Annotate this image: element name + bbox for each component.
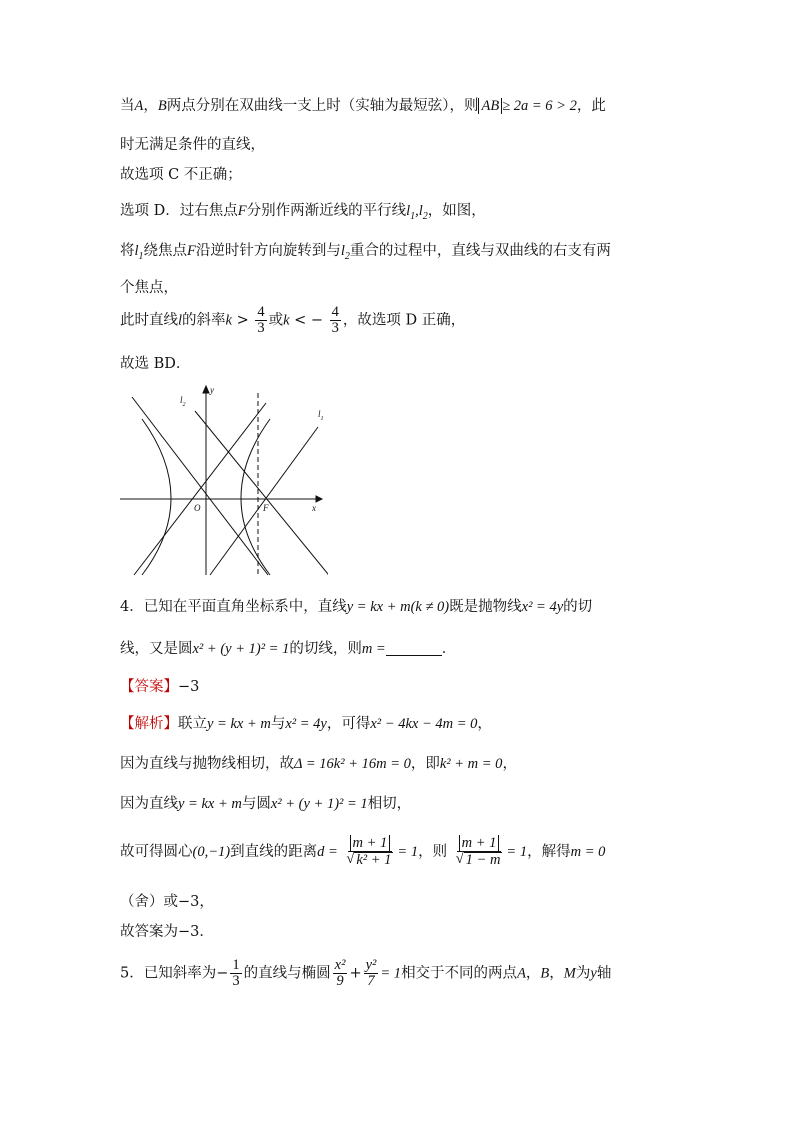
para-d-line1: 选项 D．过右焦点F分别作两渐近线的平行线$l_1,l_2$，如图，	[120, 203, 486, 222]
ratio-fraction: m + 1 √ 1 − m	[455, 835, 501, 869]
q4-line2: 线，又是圆x² + (y + 1)² = 1的切线，则m = ．	[120, 641, 457, 657]
label-y: y	[210, 385, 214, 395]
label-x: x	[312, 503, 316, 513]
para-d-line3: 个焦点，	[120, 280, 178, 296]
hyperbola-figure	[118, 383, 328, 578]
q4-analysis-5: （舍）或−3，	[120, 894, 214, 910]
q4-analysis-2: 因为直线与抛物线相切，故Δ = 16k² + 16m = 0，即k² + m = 0，	[120, 756, 517, 772]
frac-neg-4-3: $\frac{4}{3}$	[331, 304, 339, 337]
frac-4-3: $\frac{4}{3}$	[257, 304, 265, 337]
q4-answer: 【答案】−3	[120, 679, 200, 695]
label-l2: $l_2$	[180, 395, 186, 408]
q4-analysis-6: 故答案为−3．	[120, 924, 214, 940]
answer-tag: 【答案】	[120, 679, 178, 695]
q4-analysis-4: 故可得圆心(0,−1)到直线的距离d = m + 1 √ k² + 1 = 1，则 m + 1 √ 1 − m = 1，解得m = 0	[120, 835, 606, 869]
q4-analysis-1: 【解析】联立y = kx + m与x² = 4y，可得x² − 4kx − 4m = 0，	[120, 716, 492, 732]
sqrt-icon: √ k² + 1	[346, 851, 392, 869]
q5-line1: 5．已知斜率为− $\frac{1}{3}$ 的直线与椭圆 $\frac{\text{x²}}{9}$ + $\frac{\text{y²}}{7}$ = 1相交于不同的两点A，B，M为y轴	[120, 957, 612, 990]
para-d-line5: 故选 BD．	[120, 356, 191, 372]
analysis-tag: 【解析】	[120, 716, 178, 732]
abs-ab: AB	[478, 98, 502, 114]
y-axis-arrow-icon	[203, 386, 209, 393]
x-axis-arrow-icon	[316, 496, 322, 502]
para-c-line2: 时无满足条件的直线，	[120, 137, 265, 153]
asymptote-negative	[132, 397, 268, 575]
answer-blank	[386, 655, 442, 656]
asymptote-positive	[134, 403, 266, 575]
label-o: O	[194, 503, 201, 513]
para-d-line2: 将$l_1$绕焦点F沿逆时针方向旋转到与$l_2$重合的过程中，直线与双曲线的右支有两	[120, 243, 611, 262]
label-l1: $l_1$	[318, 409, 324, 422]
ellipse-term-x: $\frac{\text{x²}}{9}$	[334, 957, 346, 990]
para-c-line3: 故选项 C 不正确；	[120, 167, 242, 183]
q4-analysis-3: 因为直线y = kx + m与圆x² + (y + 1)² = 1相切，	[120, 796, 412, 812]
ellipse-term-y: $\frac{\text{y²}}{7}$	[365, 957, 377, 990]
q4-line1: 4．已知在平面直角坐标系中，直线y = kx + m(k ≠ 0)既是抛物线x² = 4y的切	[120, 599, 593, 615]
para-d-line4: 此时直线l的斜率k > $\frac{4}{3}$ 或k < − $\frac{4}{3}$ ，故选项 D 正确，	[120, 304, 466, 337]
slope-fraction: $\frac{1}{3}$	[232, 957, 240, 990]
distance-fraction: m + 1 √ k² + 1	[346, 835, 392, 869]
para-c-line1: 当A，B两点分别在双曲线一支上时（实轴为最短弦），则 AB ≥ 2a = 6 > 2，此	[120, 98, 606, 114]
line-l2	[195, 411, 328, 578]
label-f: F	[263, 503, 269, 513]
